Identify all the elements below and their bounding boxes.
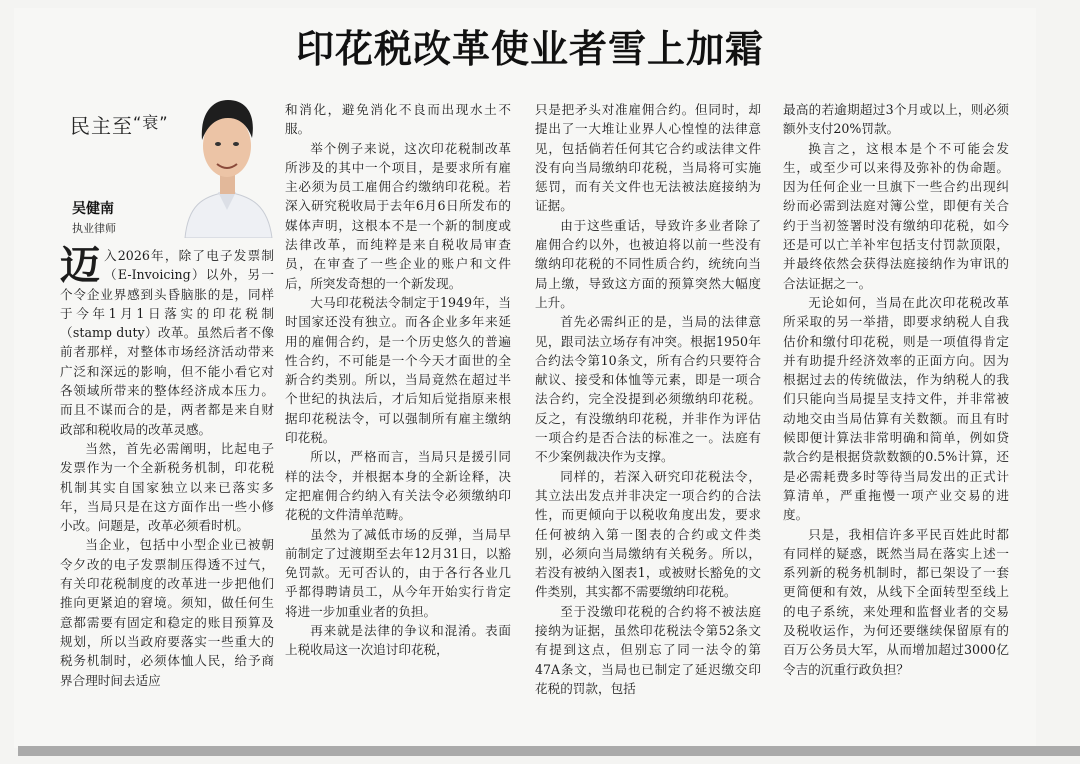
paragraph: 换言之，这根本是个不可能会发生，或至少可以来得及弥补的伪命题。因为任何企业一旦旗下一些合约出现纠纷而必需到法庭对簿公堂，即便有关合约于当初签署时没有缴纳印花税，如今还是可以亡羊补牢包括支付罚款顶限，并最终依然会获得法庭接纳作为审讯的合法证据之一。 [783,140,1009,291]
dropcap: 迈 [60,242,100,289]
article-headline: 印花税改革使业者雪上加霜 [295,27,764,71]
paragraph: 所以，严格而言，当局只是援引同样的法令，并根据本身的全新诠释，决定把雇佣合约纳入有关法令必须缴纳印花税的文件清单范畴。 [285,449,511,523]
paragraph: 同样的，若深入研究印花税法令，其立法出发点并非决定一项合约的合法性，而更倾向于以税收角度出发，要求任何被纳入第一图表的合约或文件类别，必须向当局缴纳有关税务。所以，若没有被纳入图表1，或被财长豁免的文件类别，其实都不需要缴纳印花税。 [535,468,761,600]
paragraph: 至于没缴印花税的合约将不被法庭接纳为证据，虽然印花税法令第52条文有提到这点，但别忘了同一法令的第47A条文，当局也已制定了延迟缴交印花税的罚款，包括 [535,603,761,696]
column-name-quoted: “衰” [133,113,169,132]
page-bottom-border [18,746,1080,756]
paragraph-text: 入2026年，除了电子发票制（E-Invoicing）以外，另一个令企业界感到头昏脑胀的是，同样于今年1月1日落实的印花税制（stamp duty）改革。虽然后者不像前者那样，对整体市场经济活动带来广泛和深远的影响，但不能小看它对各领域所带来的整体经济成本压力。而且不谋而合的是，两者都是来自财政部和税收局的改革灵感。 [60,248,274,437]
article-column-1 [60,242,274,690]
paragraph: 只是把矛头对准雇佣合约。但同时，却提出了一大堆让业界人心惶惶的法律意见，包括倘若任何其它合约或法律文件没有向当局缴纳印花税，当局将可实施惩罚，而有关文件也无法被法庭接纳为证据。 [535,102,761,214]
author-name: 吴健南 [72,201,114,217]
column-byline [60,88,275,248]
paragraph: 虽然为了减低市场的反弹，当局早前制定了过渡期至去年12月31日，以豁免罚款。无可否认的，由于各行各业几乎都得聘请员工，从今年开始实行肯定将进一步加重业者的负担。 [285,526,511,619]
paragraph: 举个例子来说，这次印花税制改革所涉及的其中一个项目，是要求所有雇主必须为员工雇佣合约缴纳印花税。若深入研究税收局于去年6月6日所发布的媒体声明，这根本不是一个新的制度或法律改革，而纯粹是来自税收局审查员，在审查了一些企业的账户和文件后，所突发奇想的一个新发现。 [285,140,511,291]
article-column-4 [783,100,1009,679]
paragraph: 当企业，包括中小型企业已被朝令夕改的电子发票制压得透不过气，有关印花税制度的改革进一步把他们推向更紧迫的窘境。须知，做任何生意都需要有固定和稳定的账目预算及规划，所以当政府要落实一些重大的税务机制时，必须体恤人民，给予商界合理时间去适应 [60,537,274,688]
paragraph: 再来就是法律的争议和混淆。表面上税收局这一次追讨印花税， [285,623,511,658]
paragraph: 只是，我相信许多平民百姓此时都有同样的疑惑，既然当局在落实上述一系列新的税务机制时，都已架设了一套更简便和有效，从线下全面转型至线上的电子系统，来处理和监督业者的交易及税收运作，为何还要继续保留原有的百万公务员大军，从而增加超过3000亿令吉的沉重行政负担？ [783,526,1009,677]
article-column-3 [535,100,761,698]
paragraph: 当然，首先必需阐明，比起电子发票作为一个全新税务机制，印花税机制其实自国家独立以来已落实多年，当局只是在这方面作出一些小修小改。问题是，改革必须看时机。 [60,440,274,534]
paragraph: 由于这些重话，导致许多业者除了雇佣合约以外，也被迫将以前一些没有缴纳印花税的不同性质合约，统统向当局上缴，导致这方面的预算突然大幅度上升。 [535,217,761,310]
author-title: 执业律师 [72,222,116,235]
paragraph: 大马印花税法令制定于1949年，当时国家还没有独立。而各企业多年来延用的雇佣合约，是一个历史悠久的普遍性合约，不可能是一个今天才面世的全新合约类别。所以，当局竟然在超过半个世纪的执法后，才后知后觉指原来根据印花税法令，可以强制所有雇主缴纳印花税。 [285,294,511,446]
author-portrait [180,88,275,238]
paragraph: 首先必需纠正的是，当局的法律意见，跟司法立场存有冲突。根据1950年合约法令第10条文，所有合约只要符合献议、接受和体恤等元素，即是一项合法合约，完全没提到必须缴纳印花税。反之，有没缴纳印花税，并非作为评估一项合约是否合法的标准之一。法庭有不少案例裁决作为支撑。 [535,314,761,465]
paragraph: 和消化，避免消化不良而出现水土不服。 [285,102,511,137]
column-name-prefix: 民主至 [70,114,133,138]
article-column-2 [285,100,511,660]
paragraph: 最高的若逾期超过3个月或以上，则必须额外支付20%罚款。 [783,102,1009,137]
paragraph [60,242,274,439]
column-name [70,110,169,139]
paragraph: 无论如何，当局在此次印花税改革所采取的另一举措，即要求纳税人自我估价和缴付印花税，则是一项值得肯定并有助提升经济效率的正面方向。因为根据过去的传统做法，作为纳税人的我们只能向当局提呈支持文件，并非常被动地交由当局估算有关数额。而且有时候即便计算法非常明确和简单，例如贷款合约是根据贷款数额的0.5%计算，还是必需耗费多时等待当局发出的正式计算清单，严重拖慢一项产业交易的进度。 [783,294,1009,523]
